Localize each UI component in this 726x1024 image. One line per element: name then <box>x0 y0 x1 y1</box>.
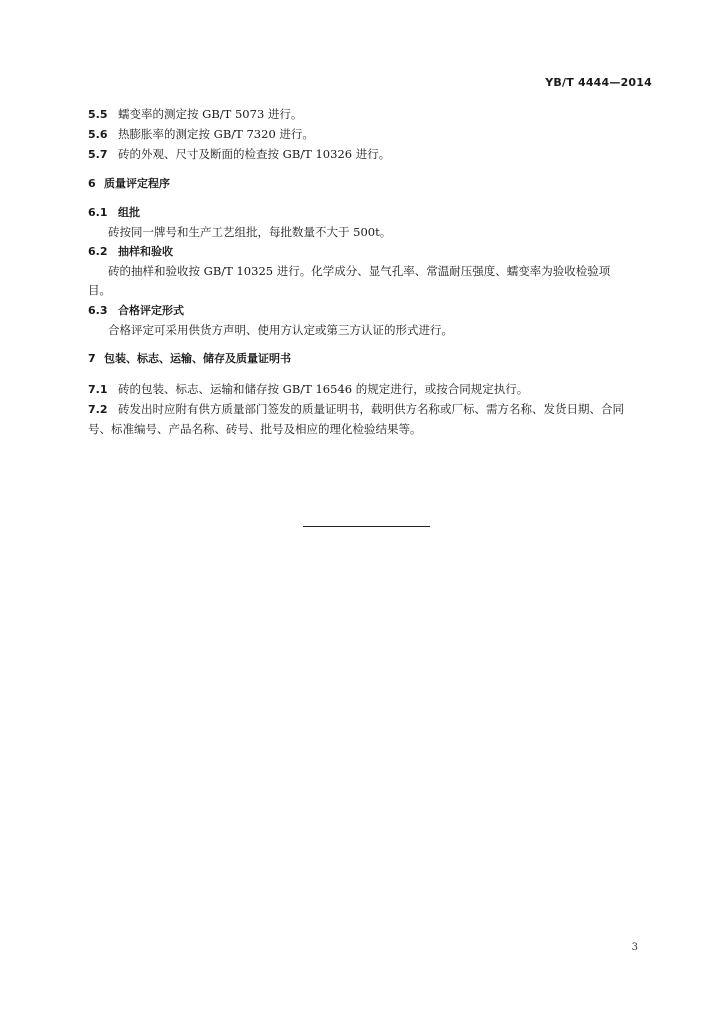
clause-5-7 <box>88 146 652 163</box>
chapter-6-heading <box>88 175 652 192</box>
clause-7-1 <box>88 381 652 398</box>
clause-7-2-line1 <box>88 401 652 418</box>
clause-number: 6.3 <box>88 304 108 317</box>
chapter-7-heading <box>88 350 652 367</box>
clause-text: 砖发出时应附有供方质量部门签发的质量证明书，载明供方名称或厂标、需方名称、发货日期、合同 <box>118 402 624 416</box>
standard-code: YB/T 4444—2014 <box>545 76 652 89</box>
clause-6-2-body-line2: 目。 <box>88 283 111 297</box>
clause-6-3-heading <box>88 302 652 319</box>
clause-5-5 <box>88 106 652 123</box>
chapter-number: 6 <box>88 177 96 190</box>
clause-text: 砖的外观、尺寸及断面的检查按 GB/T 10326 进行。 <box>118 147 391 161</box>
chapter-number: 7 <box>88 352 96 365</box>
clause-text: 热膨胀率的测定按 GB/T 7320 进行。 <box>118 127 314 141</box>
clause-number: 7.1 <box>88 383 108 396</box>
clause-number: 7.2 <box>88 403 108 416</box>
clause-7-2-line2: 号、标准编号、产品名称、砖号、批号及相应的理化检验结果等。 <box>88 422 422 436</box>
clause-title: 合格评定形式 <box>118 304 184 317</box>
clause-text: 砖的包装、标志、运输和储存按 GB/T 16546 的规定进行，或按合同规定执行。 <box>118 382 529 396</box>
clause-title: 抽样和验收 <box>118 245 173 258</box>
clause-6-1-heading <box>88 204 652 221</box>
end-rule <box>303 526 430 527</box>
clause-5-6 <box>88 126 652 143</box>
clause-6-2-heading <box>88 243 652 260</box>
page-number: 3 <box>631 942 638 953</box>
clause-number: 5.5 <box>88 108 108 121</box>
chapter-title: 包装、标志、运输、储存及质量证明书 <box>104 352 291 365</box>
clause-number: 6.2 <box>88 245 108 258</box>
chapter-title: 质量评定程序 <box>104 177 170 190</box>
clause-text: 蠕变率的测定按 GB/T 5073 进行。 <box>118 107 303 121</box>
clause-number: 5.7 <box>88 148 108 161</box>
clause-6-1-body: 砖按同一牌号和生产工艺组批，每批数量不大于 500t。 <box>108 225 392 239</box>
clause-number: 6.1 <box>88 206 108 219</box>
clause-number: 5.6 <box>88 128 108 141</box>
clause-6-2-body-line1: 砖的抽样和验收按 GB/T 10325 进行。化学成分、显气孔率、常温耐压强度、蠕变率为验收检验项 <box>108 264 611 278</box>
clause-title: 组批 <box>118 206 140 219</box>
clause-6-3-body: 合格评定可采用供货方声明、使用方认定或第三方认证的形式进行。 <box>108 323 453 337</box>
